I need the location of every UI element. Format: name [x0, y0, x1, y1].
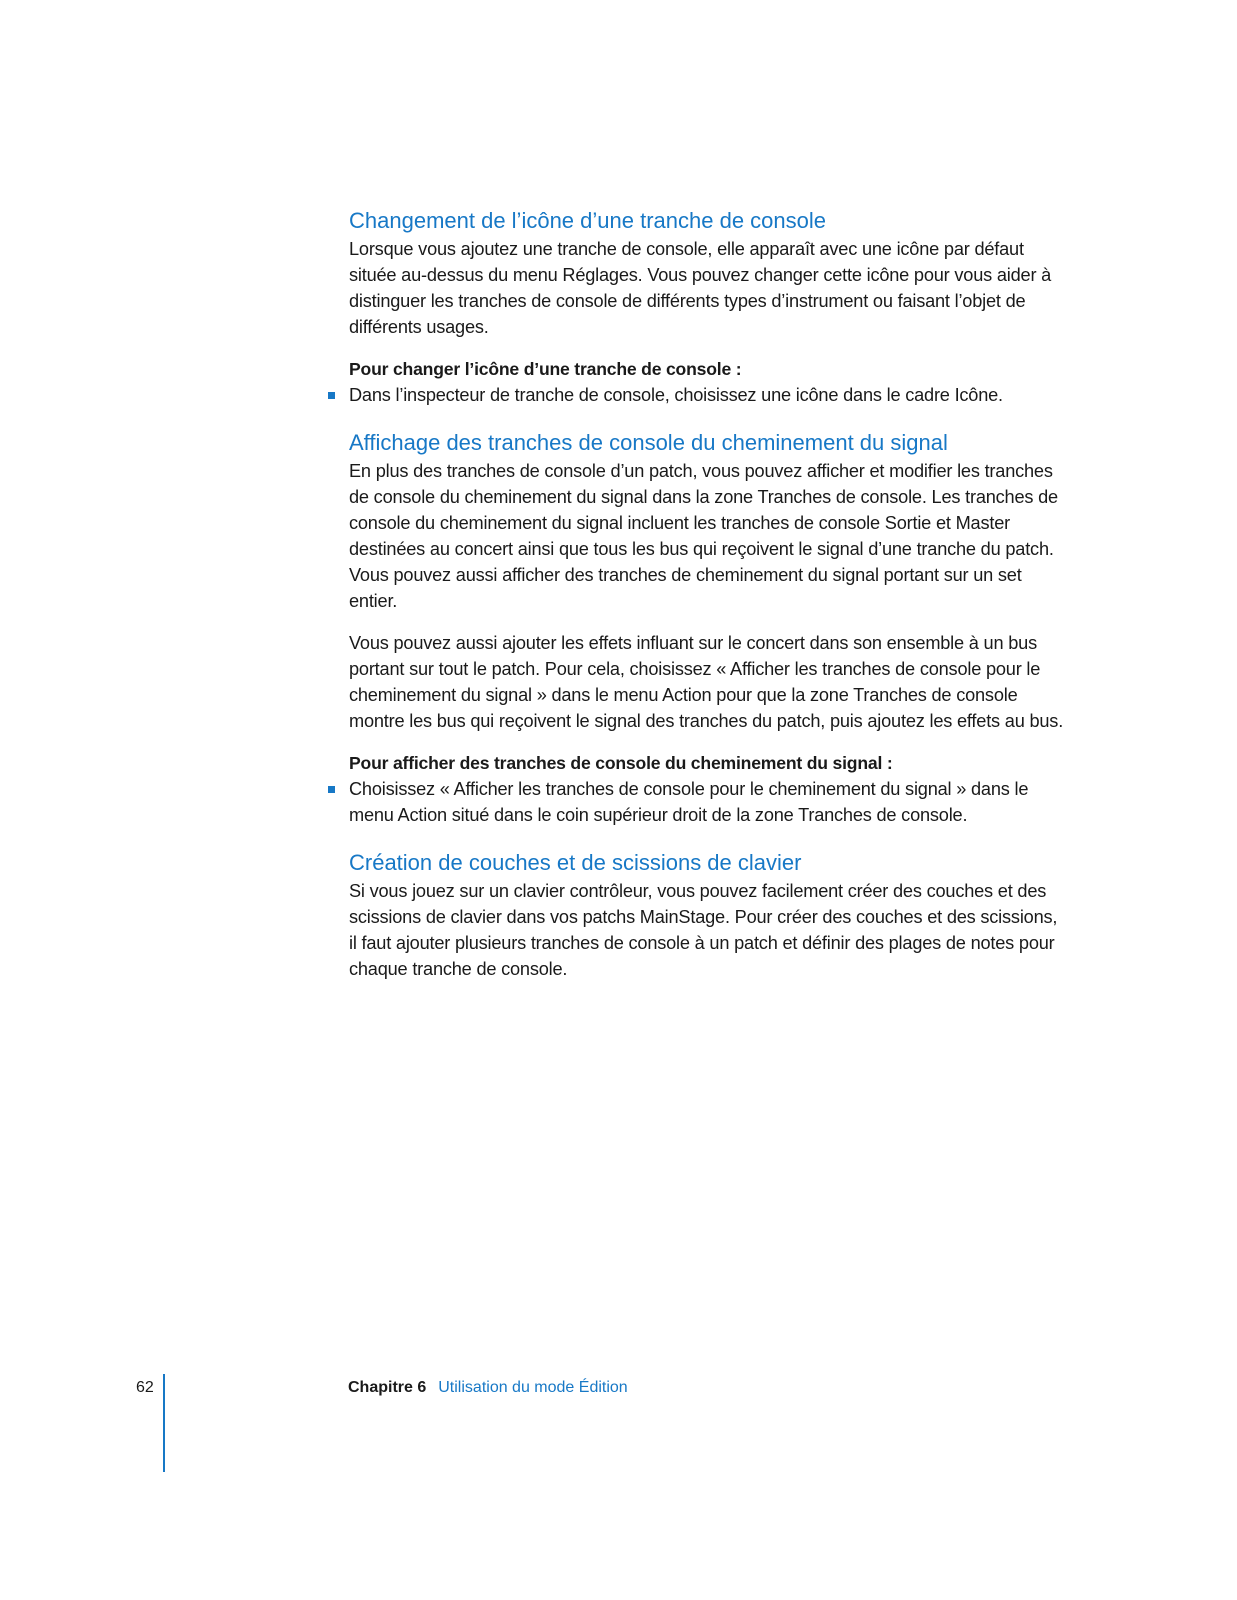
body-paragraph: Si vous jouez sur un clavier contrôleur, vous pouvez facilement créer des couches et des scissions de clavier dans vos patchs MainStage. Pour créer des couches et des scissions, il faut ajouter plusieurs tranches de console à un patch et définir des plages de notes pour chaque tranche de console.: [349, 881, 1058, 979]
page-number: 62: [136, 1379, 154, 1396]
chapter-footer: [348, 1379, 628, 1397]
section-heading-changement-icone: Changement de l’icône d’une tranche de console: [349, 208, 826, 233]
bullet-item: [349, 776, 1069, 828]
chapter-label: Chapitre 6: [348, 1379, 427, 1396]
task-title: Pour afficher des tranches de console du cheminement du signal :: [349, 753, 893, 773]
bullet-item: [349, 382, 1069, 408]
bullet-text: Dans l’inspecteur de tranche de console, choisissez une icône dans le cadre Icône.: [349, 385, 1003, 405]
section-heading-creation-couches: Création de couches et de scissions de clavier: [349, 850, 802, 875]
page-content: [349, 206, 1069, 982]
square-bullet-icon: [328, 786, 335, 793]
body-paragraph: Lorsque vous ajoutez une tranche de console, elle apparaît avec une icône par défaut située au-dessus du menu Réglages. Vous pouvez changer cette icône pour vous aider à distinguer les tranches de console de différents types d’instrument ou faisant l’objet de différents usages.: [349, 239, 1052, 337]
task-title: Pour changer l’icône d’une tranche de console :: [349, 359, 742, 379]
section-heading-affichage-tranches: Affichage des tranches de console du cheminement du signal: [349, 430, 948, 455]
body-paragraph: Vous pouvez aussi ajouter les effets influant sur le concert dans son ensemble à un bus portant sur tout le patch. Pour cela, choisissez « Afficher les tranches de console pour le cheminement du signal » dans le menu Action pour que la zone Tranches de console montre les bus qui reçoivent le signal des tranches du patch, puis ajoutez les effets au bus.: [349, 633, 1064, 731]
bullet-text: Choisissez « Afficher les tranches de console pour le cheminement du signal » dans le menu Action situé dans le coin supérieur droit de la zone Tranches de console.: [349, 779, 1029, 825]
footer-divider: [163, 1374, 165, 1472]
square-bullet-icon: [328, 392, 335, 399]
chapter-title: Utilisation du mode Édition: [438, 1379, 628, 1396]
body-paragraph: En plus des tranches de console d’un patch, vous pouvez afficher et modifier les tranches de console du cheminement du signal dans la zone Tranches de console. Les tranches de console du cheminement du signal incluent les tranches de console Sortie et Master destinées au concert ainsi que tous les bus qui reçoivent le signal d’une tranche du patch. Vous pouvez aussi afficher des tranches de cheminement du signal portant sur un set entier.: [349, 461, 1058, 611]
